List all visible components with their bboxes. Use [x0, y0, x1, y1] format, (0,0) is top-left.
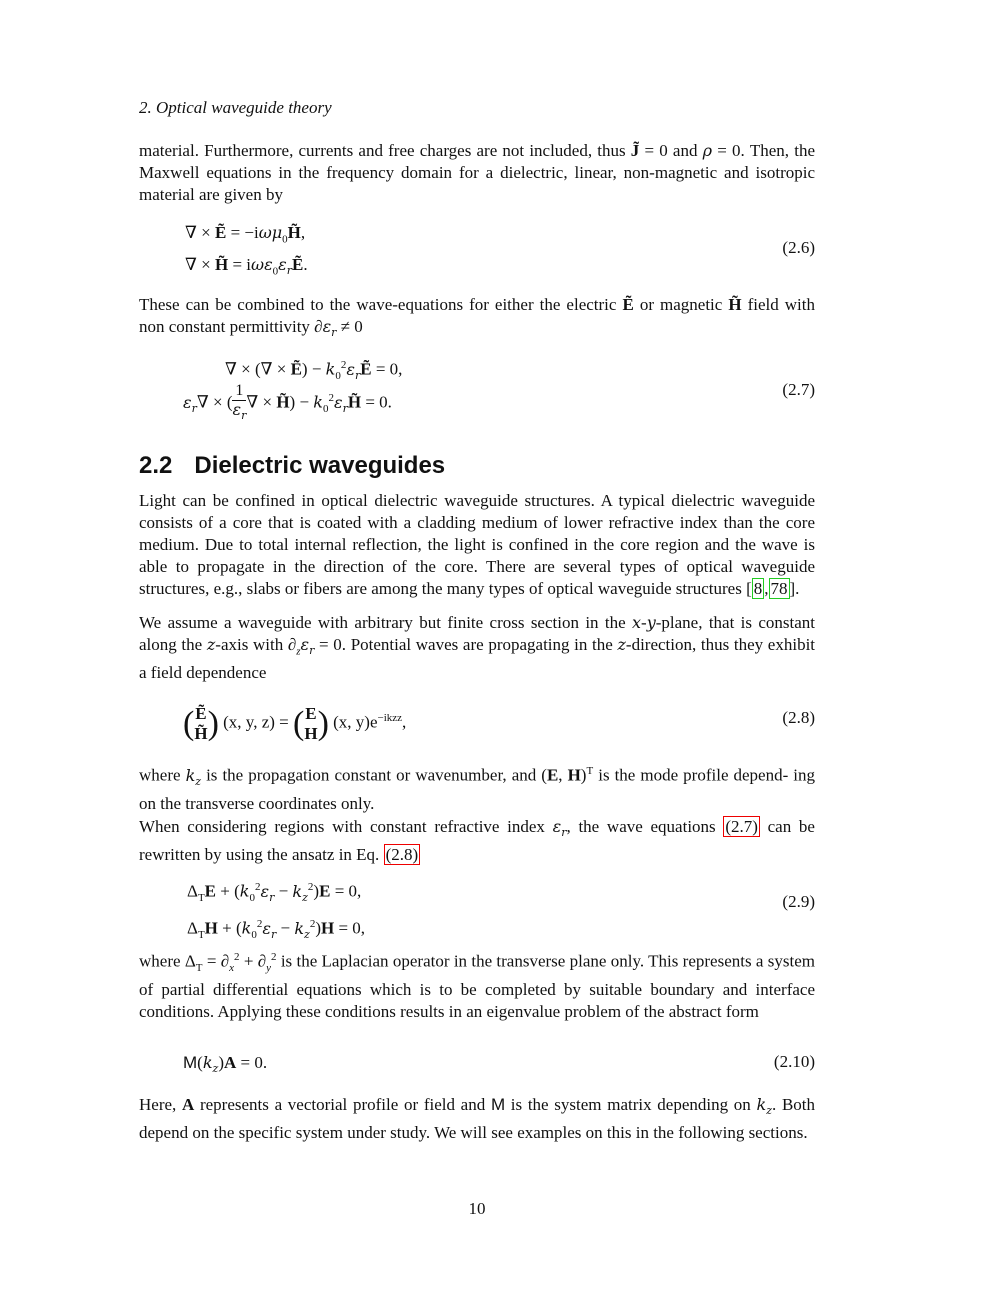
paragraph-intro: material. Furthermore, currents and free charges are not included, thus J̃ = 0 and ρ = 0. Then, the Maxwell equations in the frequency domain for a dielectric, linear, non-magnetic and isotropic material are given by: [139, 141, 815, 204]
equation-2-10: $M(k_z)A = 0$. (2.10): [183, 1052, 815, 1076]
equation-2-7: ∇ × (∇ × Ẽ) − $k_0^2\varepsilon_rẼ = 0$, $\varepsilon_r\nabla$ × ( $\frac{1}{\varepsilon_r}\nabla$ × H̃) − $k_0^2\varepsilon_rH̃ = 0$. (2.7): [183, 359, 815, 423]
equation-ref-link[interactable]: (2.7): [725, 817, 758, 836]
equation-2-8: (Ẽ H̃) (x, y, z) = (E H) (x, $y)e^{-ikzz}$, (2.8): [183, 703, 815, 743]
section-number: 2.2: [139, 452, 173, 479]
paragraph-waveguide-intro: Light can be confined in optical dielectric waveguide structures. A typical dielectric waveguide consists of a core that is coated with a cladding medium of lower refractive index than the core medium. Due to total internal reflection, the light is confined in the core region and the wave is able to propagate in the direction of the core. There are several types of optical waveguide structures, e.g., slabs or fibers are among the many types of optical waveguide structures [ 8 , 78 ].: [139, 491, 815, 598]
section-title: Dielectric waveguides: [194, 452, 446, 479]
paragraph-laplacian: where $\Delta_T = \partial_x^2 + \partial_y^2$ is the Laplacian operator in the transverse plane only. This represents a system of partial differential equations which is to be completed by suitable boundary and interface conditions. Applying these conditions results in an eigenvalue problem of the abstract form: [139, 951, 815, 1022]
equation-number: (2.10): [773, 1052, 815, 1071]
equation-2-9: $\Delta_TE + (k_0^2\varepsilon_r - k_z^2)E = 0$, $\Delta_TH + (k_0^2\varepsilon_r - k_z^2)H = 0$, (2.9): [187, 881, 815, 942]
paragraph-wave-equations: These can be combined to the wave-equations for either the electric Ẽ or magnetic H̃ field with non constant permittivity $\partial\varepsilon_r \ne 0$: [139, 295, 815, 340]
equation-number: (2.6): [782, 238, 815, 257]
equation-number: (2.7): [782, 380, 815, 399]
equation-2-6: ∇ × Ẽ = −iωμ$_0$H̃, ∇ × H̃ = $i\omega\varepsilon_0\varepsilon_rẼ$. (2.6): [185, 223, 815, 278]
page-number: 10: [468, 1199, 486, 1218]
section-heading: [139, 452, 445, 480]
citation-link[interactable]: 78: [770, 579, 788, 598]
eq28-exponent: −ikzz: [377, 712, 403, 724]
citation-link[interactable]: 8: [753, 579, 763, 598]
eq28-rhs-arg: (x, y)e: [333, 712, 378, 732]
paragraph-assumption: We assume a waveguide with arbitrary but finite cross section in the x-y-plane, that is constant along the z-axis with $\partial_z\varepsilon_r = 0$. Potential waves are propagating in the z-direction, thus they exhibit a field dependence: [139, 613, 816, 683]
running-head: 2. Optical waveguide theory: [139, 98, 332, 117]
equation-number: (2.8): [782, 708, 815, 727]
paragraph-propagation-constant: where $k_z$ is the propagation constant or wavenumber, and (E, H)$^T$ is the mode profile depend- ing on the transverse coordinates only.: [139, 765, 816, 813]
eq28-lhs-arg: (x, y, z) =: [223, 712, 289, 732]
paragraph-system-matrix: Here, A represents a vectorial profile or field and M is the system matrix depending on $k_z$. Both depend on the specific system under study. We will see examples on this in the following sections.: [139, 1095, 816, 1143]
paragraph-ansatz: When considering regions with constant refractive index $\varepsilon_r$, the wave equations (2.7) can be rewritten by using the ansatz in Eq. (2.8): [139, 817, 815, 865]
equation-ref-link[interactable]: (2.8): [385, 845, 419, 865]
equation-number: (2.9): [782, 892, 815, 911]
